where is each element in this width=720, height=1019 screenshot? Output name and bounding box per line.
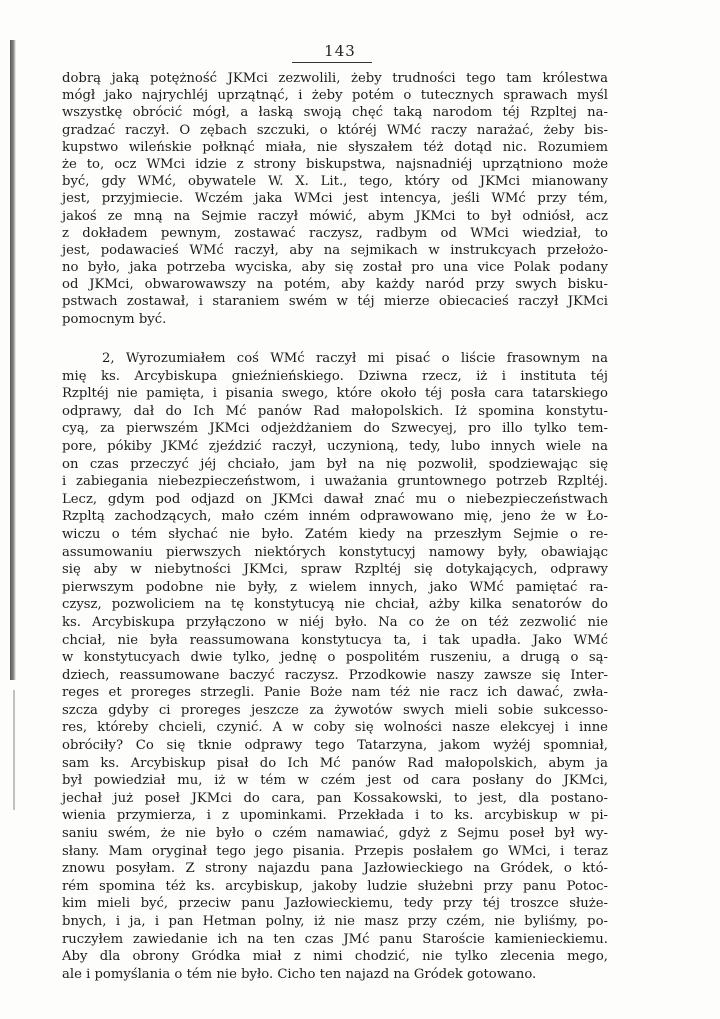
text-line: ks. Arcybiskupa przyłączono w niéj było. Na co że on téż zezwolić nie	[62, 614, 608, 630]
text-line: Rzpltą zachodzących, mało czém inném odprawowano mię, jeno że w Ło-	[62, 509, 608, 525]
text-line: wienia przymierza, i z upominkami. Przekłada i to ks. arcybiskup w pi-	[62, 808, 608, 824]
text-line: znowu posyłam. Z strony najazdu pana Jazłowieckiego na Gródek, o któ-	[62, 861, 608, 877]
text-line: dziech, reassumowane baczyć raczysz. Przodkowie naszy zawsze się Inter-	[62, 667, 608, 683]
text-line: kim mieli być, przeciw panu Jazłowieckiemu, tedy przy téj troszce służe-	[62, 896, 608, 912]
text-line: że to, ocz WMci idzie z strony biskupstwa, najsnadniéj uprzątniono może	[62, 156, 608, 172]
text-line: i zabiegania niebezpieczeństwom, i uważania gruntownego potrzeb Rzpltéj.	[62, 474, 608, 490]
paragraph-1	[62, 70, 608, 328]
text-line: kupstwo wileńskie połknąć miała, nie słyszałem téż dotąd nic. Rozumiem	[62, 139, 608, 155]
text-line: bnych, i ja, i pan Hetman polny, iż nie masz przy czém, nie byliśmy, po-	[62, 914, 608, 929]
text-line: jechał już poseł JKMci do cara, pan Kossakowski, to jest, dla postano-	[62, 790, 608, 806]
text-line: pomocnym być.	[62, 311, 167, 327]
text-line: był powiedział mu, iż w tém w czém jest od cara posłany do JKMci,	[62, 773, 608, 789]
text-line: słany. Mam oryginał tego jego pisania. Przepis posłałem go WMci, i teraz	[62, 843, 608, 859]
text-line: assumowaniu pierwszych niektórych konstytucyj namowy były, obawiając	[62, 544, 608, 560]
text-line: z dokładem pewnym, zostawać raczysz, radbym od WMci wiedział, to	[62, 225, 608, 241]
text-line: pierwszym podobne nie były, z wielem innych, jako WMć pamiętać ra-	[62, 579, 608, 595]
text-line: reges et proreges strzegli. Panie Boże nam téż nie racz ich dawać, zwła-	[62, 685, 608, 701]
text-line: chciał, nie była reassumowana konstytucya ta, i tak upadła. Jako WMć	[62, 632, 608, 648]
text-line: ale i pomyślania o tém nie było. Cicho ten najazd na Gródek gotowano.	[62, 966, 537, 982]
text-line: pstwach zostawał, i staraniem swém w téj mierze obiecacieś raczył JKMci	[62, 294, 608, 310]
text-line: rém spomina téż ks. arcybiskup, jakoby ludzie służebni przy panu Potoc-	[62, 878, 608, 894]
text-line: cyą, za pierwszém JKMci odjeżdżaniem do Szwecyej, pro illo tylko tem-	[62, 421, 608, 437]
text-line: ruczyłem zawiedanie ich na ten czas JMć panu Staroście kamienieckiemu.	[62, 931, 608, 947]
text-line: jakoś ze mną na Sejmie raczył mówić, abym JKMci to był odniósł, acz	[62, 208, 608, 224]
text-line: dobrą jaką potężność JKMci zezwolili, żeby trudności tego tam królestwa	[62, 71, 608, 86]
text-line: czysz, pozwoliciem na tę konstytucyą nie chciał, ażby kilka senatorów do	[62, 597, 608, 613]
text-line: się aby w niebytności JKMci, spraw Rzpltéj się dotykających, odprawy	[62, 562, 608, 578]
text-line: no było, jaka potrzeba wyciska, aby się został pro una vice Polak podany	[62, 260, 608, 276]
text-line: jest, podawacieś WMć raczył, aby na sejmikach w instrukcyach przełożo-	[62, 242, 608, 258]
text-line: jest, przyjmiecie. Wczém jaka WMci jest intencya, jeśli WMć przy tém,	[62, 191, 608, 207]
text-line: 2, Wyrozumiałem coś WMć raczył mi pisać o liście frasownym na	[102, 351, 608, 366]
page-number: 143	[324, 42, 356, 60]
binding-shadow-lower	[13, 690, 15, 810]
text-line: gradzać raczył. O zębach szczuki, o któréj WMć raczy narażać, żeby bis-	[62, 122, 608, 138]
text-line: mógł jako najrychléj uprzątnąć, i żeby potém o tutecznych sprawach myśl	[62, 88, 608, 104]
text-line: odprawy, dał do Ich Mć panów Rad małopolskich. Iż spomina konstytu-	[62, 403, 608, 419]
text-line: pore, pókiby JKMć zjeździć raczył, uczynioną, tedy, lubo innych wiele na	[62, 438, 608, 454]
text-line: res, któreby chcieli, czynić. A w coby się wolności nasze elekcyej i inne	[62, 720, 608, 736]
text-line: w konstytucyach dwie tylko, jednę o pospolitém ruszeniu, a drugą o są-	[62, 650, 608, 666]
text-line: szcza gdyby ci proreges jeszcze za żywotów swych mieli sobie sukcesso-	[62, 702, 608, 718]
text-line: sam ks. Arcybiskup pisał do Ich Mć panów Rad małopolskich, abym ja	[62, 755, 608, 771]
page-number-rule	[292, 62, 372, 63]
paragraph-2	[62, 350, 608, 983]
text-line: Rzpltéj nie pamięta, i pisania swego, które około téj posła cara tatarskiego	[62, 386, 608, 402]
text-line: wszystkę obrócić mógł, a łaską swoją chęć taką narodom téj Rzpltej na-	[62, 105, 608, 121]
binding-shadow	[10, 40, 16, 680]
text-line: mię ks. Arcybiskupa gnieźnieńskiego. Dziwna rzecz, iż i instituta téj	[62, 368, 608, 384]
text-line: od JKMci, obwarowawszy na potém, aby każdy naród przy swych bisku-	[62, 277, 608, 293]
text-line: wiczu o tém słychać nie było. Zatém kiedy na przeszłym Sejmie o re-	[62, 526, 608, 542]
text-line: być, gdy WMć, obywatele W. X. Lit., tego, który od JKMci mianowany	[62, 174, 608, 190]
text-line: saniu swém, że nie było o czém namawiać, gdyż z Sejmu poseł był wy-	[62, 826, 608, 842]
text-line: Lecz, gdym pod odjazd on JKMci dawał znać mu o niebezpieczeństwach	[62, 491, 608, 507]
text-line: obróciły? Co się tknie odprawy tego Tatarzyna, jakom wyżéj spomniał,	[62, 738, 608, 754]
text-line: Aby dla obrony Gródka miał z nimi chodzić, nie tylko zlecenia mego,	[62, 949, 608, 965]
text-line: on czas przeczyć jéj chciało, jam był na nię pozwolił, spodziewając się	[62, 456, 608, 472]
